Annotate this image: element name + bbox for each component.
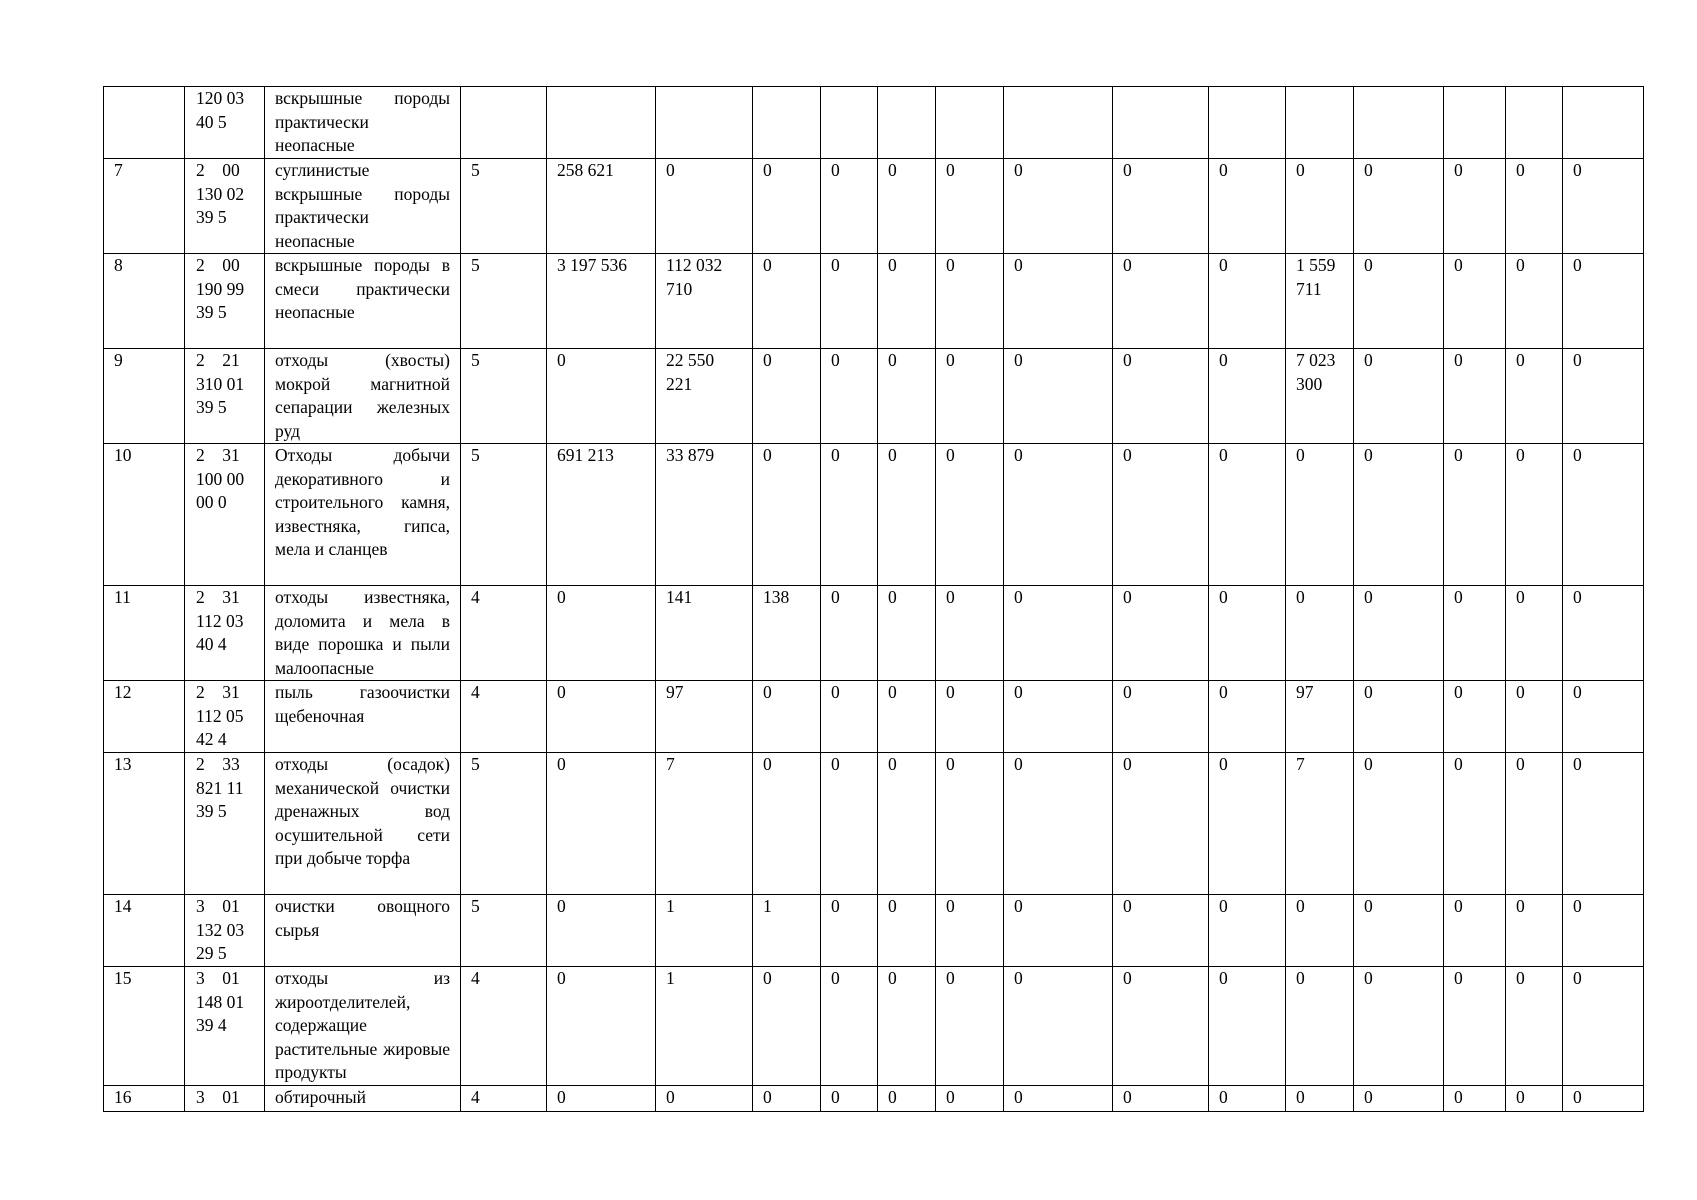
value-cell: 0 (1209, 753, 1286, 895)
value-cell: 0 (936, 254, 1004, 349)
value-cell: 0 (821, 753, 878, 895)
value-cell: 0 (1113, 753, 1209, 895)
waste-code-cell: 2 31 112 05 42 4 (185, 681, 265, 753)
row-number-cell: 14 (104, 895, 185, 967)
value-cell: 0 (936, 681, 1004, 753)
value-cell: 0 (1209, 349, 1286, 444)
row-number-cell: 12 (104, 681, 185, 753)
value-cell: 0 (1209, 681, 1286, 753)
value-cell: 0 (1444, 753, 1506, 895)
value-cell (936, 87, 1004, 159)
waste-code-cell: 120 03 40 5 (185, 87, 265, 159)
value-cell: 4 (461, 967, 547, 1086)
waste-name-cell: отходы (осадок) механической очистки дренажных вод осушительной сети при добыче торфа (265, 753, 461, 895)
value-cell: 0 (821, 1085, 878, 1111)
value-cell: 0 (821, 681, 878, 753)
value-cell: 33 879 (656, 444, 753, 586)
value-cell: 0 (1113, 967, 1209, 1086)
row-number-cell: 11 (104, 586, 185, 681)
value-cell: 0 (1113, 1085, 1209, 1111)
value-cell: 4 (461, 1085, 547, 1111)
value-cell: 5 (461, 159, 547, 254)
value-cell: 0 (1506, 586, 1563, 681)
table-row (104, 895, 1644, 967)
value-cell (1113, 87, 1209, 159)
value-cell: 0 (1506, 895, 1563, 967)
waste-code-cell: 3 01 (185, 1085, 265, 1111)
value-cell: 691 213 (547, 444, 656, 586)
value-cell: 0 (821, 895, 878, 967)
value-cell (1563, 87, 1644, 159)
table-row (104, 586, 1644, 681)
value-cell: 0 (1004, 444, 1113, 586)
row-number-cell: 7 (104, 159, 185, 254)
value-cell (1286, 87, 1354, 159)
value-cell: 0 (753, 967, 821, 1086)
waste-name-cell: обтирочный (265, 1085, 461, 1111)
value-cell: 0 (1004, 349, 1113, 444)
value-cell (1354, 87, 1444, 159)
value-cell: 97 (656, 681, 753, 753)
value-cell: 0 (878, 159, 936, 254)
value-cell: 0 (936, 586, 1004, 681)
waste-code-cell: 2 31 100 00 00 0 (185, 444, 265, 586)
value-cell: 0 (1209, 586, 1286, 681)
value-cell: 0 (1354, 586, 1444, 681)
waste-code-cell: 3 01 132 03 29 5 (185, 895, 265, 967)
value-cell: 0 (878, 254, 936, 349)
value-cell: 0 (821, 444, 878, 586)
value-cell: 0 (1563, 895, 1644, 967)
value-cell: 0 (1004, 967, 1113, 1086)
value-cell: 4 (461, 681, 547, 753)
value-cell (547, 87, 656, 159)
value-cell: 1 559 711 (1286, 254, 1354, 349)
value-cell: 0 (1506, 254, 1563, 349)
value-cell: 0 (878, 349, 936, 444)
value-cell: 0 (1354, 159, 1444, 254)
value-cell: 0 (1444, 254, 1506, 349)
value-cell: 0 (753, 159, 821, 254)
value-cell: 0 (753, 753, 821, 895)
table-row (104, 159, 1644, 254)
value-cell: 0 (821, 967, 878, 1086)
value-cell (461, 87, 547, 159)
value-cell: 0 (936, 159, 1004, 254)
value-cell (1004, 87, 1113, 159)
value-cell: 0 (547, 753, 656, 895)
value-cell: 0 (1354, 444, 1444, 586)
value-cell: 0 (1004, 1085, 1113, 1111)
value-cell: 0 (821, 254, 878, 349)
value-cell: 0 (936, 753, 1004, 895)
row-number-cell (104, 87, 185, 159)
value-cell: 0 (1113, 444, 1209, 586)
waste-code-cell: 2 31 112 03 40 4 (185, 586, 265, 681)
row-number-cell: 9 (104, 349, 185, 444)
value-cell: 0 (1113, 159, 1209, 254)
value-cell: 0 (1444, 349, 1506, 444)
value-cell: 0 (936, 444, 1004, 586)
value-cell: 0 (1444, 895, 1506, 967)
value-cell: 0 (753, 1085, 821, 1111)
value-cell: 0 (547, 681, 656, 753)
value-cell: 7 023 300 (1286, 349, 1354, 444)
value-cell: 0 (1354, 753, 1444, 895)
value-cell: 0 (1113, 586, 1209, 681)
value-cell: 1 (753, 895, 821, 967)
value-cell: 0 (1004, 681, 1113, 753)
value-cell: 0 (1354, 895, 1444, 967)
value-cell: 0 (656, 159, 753, 254)
value-cell: 0 (547, 586, 656, 681)
value-cell: 0 (1444, 444, 1506, 586)
value-cell: 0 (1113, 681, 1209, 753)
value-cell: 0 (1563, 349, 1644, 444)
value-cell: 0 (1506, 967, 1563, 1086)
value-cell: 7 (1286, 753, 1354, 895)
value-cell: 0 (1354, 254, 1444, 349)
table-row (104, 349, 1644, 444)
value-cell (878, 87, 936, 159)
value-cell: 0 (878, 967, 936, 1086)
value-cell (821, 87, 878, 159)
value-cell: 0 (1209, 967, 1286, 1086)
value-cell: 0 (878, 681, 936, 753)
value-cell: 0 (936, 349, 1004, 444)
value-cell: 0 (547, 895, 656, 967)
value-cell: 5 (461, 254, 547, 349)
value-cell: 97 (1286, 681, 1354, 753)
value-cell: 0 (1113, 895, 1209, 967)
waste-name-cell: пыль газоочистки щебеночная (265, 681, 461, 753)
value-cell: 0 (1354, 1085, 1444, 1111)
value-cell: 0 (878, 753, 936, 895)
value-cell: 0 (1113, 254, 1209, 349)
value-cell (753, 87, 821, 159)
value-cell: 0 (1004, 753, 1113, 895)
value-cell: 0 (1004, 586, 1113, 681)
waste-code-cell: 2 21 310 01 39 5 (185, 349, 265, 444)
value-cell: 0 (1444, 1085, 1506, 1111)
value-cell: 0 (1209, 1085, 1286, 1111)
value-cell: 0 (821, 159, 878, 254)
value-cell: 0 (1506, 159, 1563, 254)
value-cell: 0 (1506, 753, 1563, 895)
value-cell: 0 (1209, 895, 1286, 967)
value-cell: 5 (461, 349, 547, 444)
value-cell: 0 (1286, 895, 1354, 967)
table-row (104, 967, 1644, 1086)
row-number-cell: 15 (104, 967, 185, 1086)
value-cell: 0 (547, 967, 656, 1086)
value-cell: 0 (936, 895, 1004, 967)
value-cell: 0 (1113, 349, 1209, 444)
value-cell: 0 (1004, 159, 1113, 254)
value-cell: 0 (1444, 681, 1506, 753)
value-cell: 0 (1563, 159, 1644, 254)
value-cell: 1 (656, 895, 753, 967)
waste-name-cell: Отходы добычи декоративного и строительного камня, известняка, гипса, мела и сланцев (265, 444, 461, 586)
row-number-cell: 16 (104, 1085, 185, 1111)
table-row (104, 1085, 1644, 1111)
waste-code-cell: 2 33 821 11 39 5 (185, 753, 265, 895)
value-cell: 3 197 536 (547, 254, 656, 349)
value-cell: 0 (656, 1085, 753, 1111)
value-cell: 0 (1563, 681, 1644, 753)
value-cell: 0 (1286, 444, 1354, 586)
table-row (104, 444, 1644, 586)
value-cell: 0 (753, 681, 821, 753)
value-cell: 5 (461, 895, 547, 967)
value-cell: 0 (1563, 254, 1644, 349)
value-cell: 0 (1354, 967, 1444, 1086)
value-cell: 0 (936, 1085, 1004, 1111)
value-cell: 0 (1506, 444, 1563, 586)
value-cell (1209, 87, 1286, 159)
value-cell: 0 (1563, 967, 1644, 1086)
value-cell: 0 (1209, 444, 1286, 586)
waste-name-cell: очистки овощного сырья (265, 895, 461, 967)
value-cell: 0 (878, 1085, 936, 1111)
waste-code-cell: 2 00 190 99 39 5 (185, 254, 265, 349)
value-cell: 0 (1506, 1085, 1563, 1111)
value-cell: 141 (656, 586, 753, 681)
value-cell: 0 (1563, 1085, 1644, 1111)
value-cell: 5 (461, 444, 547, 586)
value-cell: 0 (1506, 349, 1563, 444)
value-cell: 0 (1354, 681, 1444, 753)
value-cell: 0 (1286, 1085, 1354, 1111)
waste-name-cell: отходы известняка, доломита и мела в виде порошка и пыли малоопасные (265, 586, 461, 681)
waste-name-cell: отходы (хвосты) мокрой магнитной сепарации железных руд (265, 349, 461, 444)
table-row (104, 753, 1644, 895)
value-cell: 0 (1563, 586, 1644, 681)
value-cell (1506, 87, 1563, 159)
table-row (104, 254, 1644, 349)
table-row (104, 87, 1644, 159)
value-cell: 0 (1444, 586, 1506, 681)
value-cell (656, 87, 753, 159)
value-cell: 0 (753, 254, 821, 349)
value-cell: 0 (547, 1085, 656, 1111)
waste-code-cell: 3 01 148 01 39 4 (185, 967, 265, 1086)
value-cell: 0 (1004, 254, 1113, 349)
value-cell: 0 (821, 349, 878, 444)
value-cell: 0 (1444, 967, 1506, 1086)
value-cell: 0 (1563, 444, 1644, 586)
value-cell: 0 (878, 586, 936, 681)
value-cell: 0 (878, 895, 936, 967)
data-table (103, 86, 1644, 1112)
value-cell: 138 (753, 586, 821, 681)
value-cell: 1 (656, 967, 753, 1086)
row-number-cell: 8 (104, 254, 185, 349)
value-cell: 0 (821, 586, 878, 681)
waste-name-cell: вскрышные породы в смеси практически неопасные (265, 254, 461, 349)
value-cell: 0 (1506, 681, 1563, 753)
value-cell: 0 (1286, 159, 1354, 254)
value-cell: 0 (1444, 159, 1506, 254)
value-cell: 0 (753, 444, 821, 586)
value-cell: 7 (656, 753, 753, 895)
waste-code-cell: 2 00 130 02 39 5 (185, 159, 265, 254)
value-cell: 0 (878, 444, 936, 586)
value-cell: 4 (461, 586, 547, 681)
value-cell: 0 (1286, 967, 1354, 1086)
value-cell: 0 (753, 349, 821, 444)
waste-name-cell: отходы из жироотделителей, содержащие растительные жировые продукты (265, 967, 461, 1086)
value-cell: 112 032 710 (656, 254, 753, 349)
value-cell: 0 (1286, 586, 1354, 681)
value-cell: 0 (547, 349, 656, 444)
table-row (104, 681, 1644, 753)
row-number-cell: 10 (104, 444, 185, 586)
row-number-cell: 13 (104, 753, 185, 895)
value-cell: 258 621 (547, 159, 656, 254)
table-body (104, 87, 1644, 1112)
value-cell: 5 (461, 753, 547, 895)
value-cell: 0 (1004, 895, 1113, 967)
value-cell: 0 (936, 967, 1004, 1086)
value-cell: 0 (1209, 159, 1286, 254)
value-cell: 0 (1563, 753, 1644, 895)
value-cell: 0 (1354, 349, 1444, 444)
value-cell: 22 550 221 (656, 349, 753, 444)
waste-name-cell: суглинистые вскрышные породы практически неопасные (265, 159, 461, 254)
value-cell (1444, 87, 1506, 159)
value-cell: 0 (1209, 254, 1286, 349)
waste-name-cell: вскрышные породы практически неопасные (265, 87, 461, 159)
